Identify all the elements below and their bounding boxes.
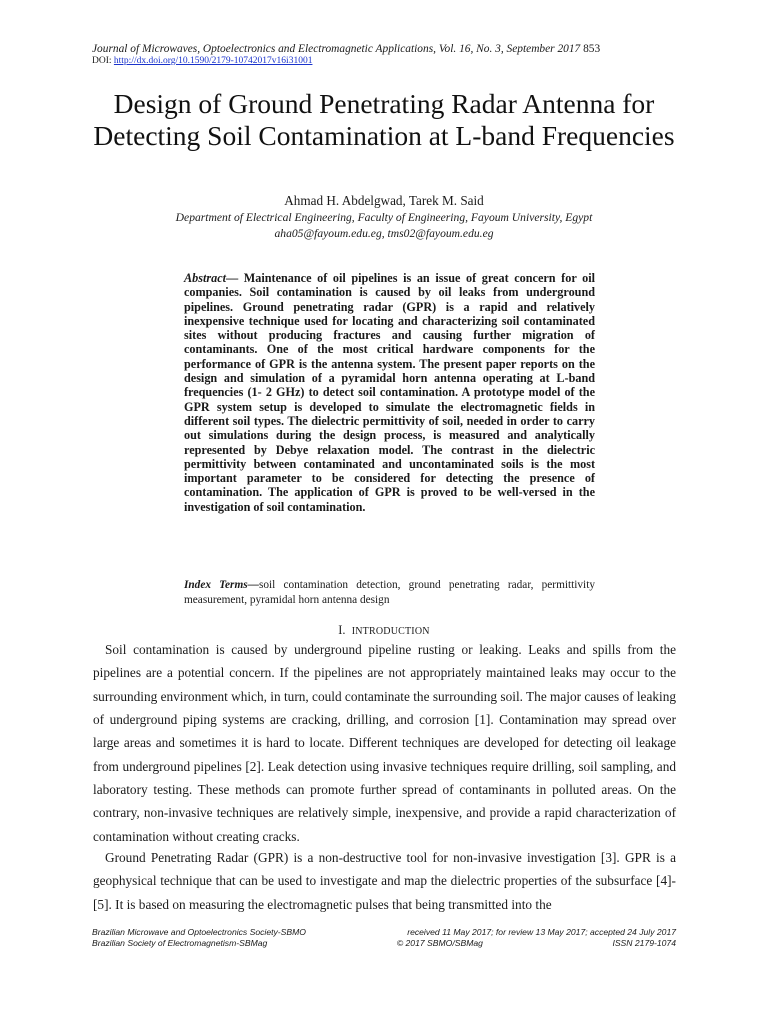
doi-link[interactable]: http://dx.doi.org/10.1590/2179-10742017v16i31001: [113, 56, 313, 66]
page-footer: [92, 927, 676, 949]
abstract-label: Abstract: [184, 271, 226, 285]
index-terms: [184, 578, 595, 608]
journal-citation: [92, 42, 677, 56]
footer-dates: received 11 May 2017; for review 13 May 2017; accepted 24 July 2017: [407, 927, 676, 937]
doi-line: [92, 55, 312, 67]
footer-issn: ISSN 2179-1074: [612, 938, 676, 948]
index-terms-dash: —: [247, 579, 259, 591]
footer-copyright: © 2017 SBMO/SBMag: [396, 938, 483, 948]
body-paragraph-2: Ground Penetrating Radar (GPR) is a non-destructive tool for non-invasive investigation [3]. GPR is a geophysical technique that can be used to investigate and map the dielectric properties of the subsurface [4]-[5]. It is based on measuring the electromagnetic pulses that being transmitted into the: [93, 850, 676, 912]
paper-title: Design of Ground Penetrating Radar Antenna for Detecting Soil Contamination at L-band Frequencies: [93, 88, 675, 151]
author-list: Ahmad H. Abdelgwad, Tarek M. Said: [284, 193, 484, 208]
footer-row-1: [92, 927, 676, 938]
footer-society-1: Brazilian Microwave and Optoelectronics Society-SBMO: [92, 927, 306, 937]
footer-row-2: [92, 938, 676, 949]
section-number: I.: [338, 623, 346, 637]
author-emails: aha05@fayoum.edu.eg, tms02@fayoum.edu.eg: [274, 227, 494, 240]
footer-society-2: Brazilian Society of Electromagnetism-SBMag: [92, 938, 268, 948]
page-number: 853: [583, 43, 601, 55]
index-terms-label: Index Terms: [184, 579, 248, 591]
body-paragraph-1: Soil contamination is caused by underground pipeline rusting or leaking. Leaks and spills from the pipelines are a potential concern. If the pipelines are not appropriately maintained leaks may occur to the surrounding environment which, in turn, could contaminate the surrounding soil. The major causes of leaking of underground piping systems are cracking, drilling, and corrosion [1]. Contamination may spread over large areas and sometimes it is hard to locate. Different techniques are developed for detecting oil leakage from underground pipelines [2]. Leak detection using invasive techniques require drilling, soil sampling, and laboratory testing. These methods can promote further spread of contaminants in polluted areas. On the contrary, non-invasive techniques are relatively simple, inexpensive, and provide a rapid characterization of contamination without creating cracks.: [93, 642, 676, 844]
section-title: INTRODUCTION: [351, 626, 430, 637]
index-terms-text: soil contamination detection, ground penetrating radar, permittivity measurement, pyramidal horn antenna design: [184, 579, 595, 606]
doi-label: DOI:: [92, 56, 112, 66]
abstract: [184, 271, 595, 514]
abstract-text: Maintenance of oil pipelines is an issue of great concern for oil companies. Soil contamination is caused by oil leaks from underground pipelines. Ground penetrating radar (GPR) is a rapid and relatively inexpensive technique used for locating and characterizing soil contaminated sites without producing fractures and causing further migration of contaminants. One of the most critical hardware components for the performance of GPR is the antenna system. The present paper reports on the design and simulation of a pyramidal horn antenna operating at L-band frequencies (1- 2 GHz) to detect soil contamination. A prototype model of the GPR system setup is developed to simulate the electromagnetic fields in different soil types. The dielectric permittivity of soil, needed in order to carry out simulations during the design process, is measured and analytically represented by Debye relaxation model. The contrast in the dielectric permittivity between contaminated and uncontaminated soils is the most important parameter to be considered for detecting the presence of contamination. The application of GPR is proved to be well-versed in the investigation of soil contamination.: [184, 271, 595, 514]
abstract-dash: —: [225, 271, 244, 285]
affiliation: Department of Electrical Engineering, Faculty of Engineering, Fayoum University, Egypt: [175, 211, 593, 224]
journal-name: Journal of Microwaves, Optoelectronics and Electromagnetic Applications, Vol. 16, No. 3, September 2017: [92, 43, 581, 55]
affiliation-block: [60, 210, 708, 242]
